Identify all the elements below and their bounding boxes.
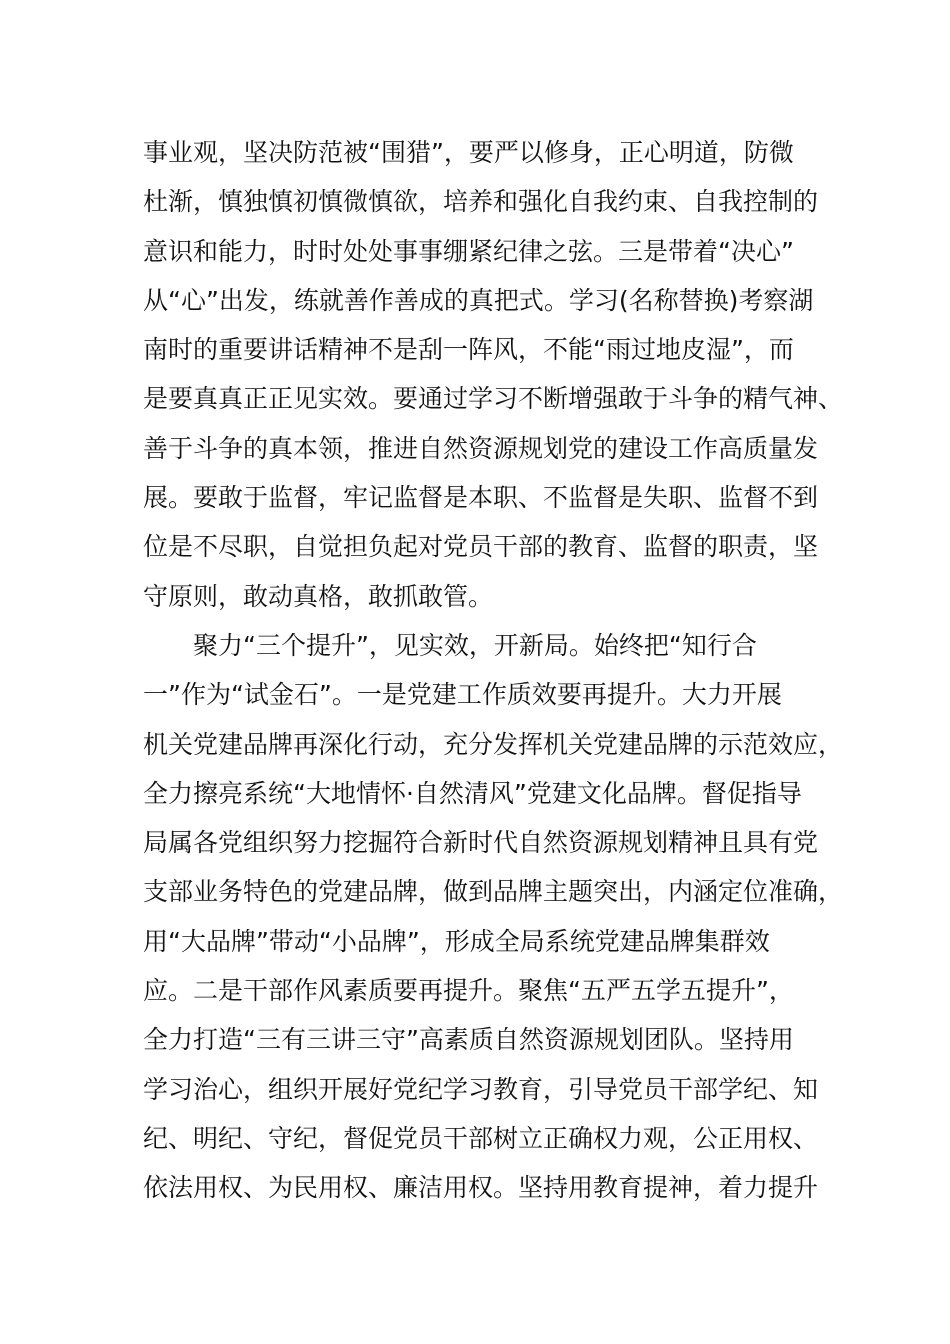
text-line: 学习治心，组织开展好党纪学习教育，引导党员干部学纪、知 bbox=[143, 1074, 819, 1104]
text-line: 局属各党组织努力挖掘符合新时代自然资源规划精神且具有党 bbox=[143, 828, 819, 858]
text-line: 从“心”出发，练就善作善成的真把式。学习(名称替换)考察湖 bbox=[143, 285, 814, 315]
text-line: 机关党建品牌再深化行动，充分发挥机关党建品牌的示范效应， bbox=[143, 729, 844, 759]
paragraph-first-line: 聚力“三个提升”，见实效，开新局。始终把“知行合 bbox=[193, 630, 757, 660]
text-line: 善于斗争的真本领，推进自然资源规划党的建设工作高质量发 bbox=[143, 433, 819, 463]
text-line: 一”作为“试金石”。一是党建工作质效要再提升。大力开展 bbox=[143, 680, 782, 710]
text-line: 南时的重要讲话精神不是刮一阵风，不能“雨过地皮湿”，而 bbox=[143, 335, 794, 365]
body-text bbox=[143, 128, 844, 1213]
text-line: 支部业务特色的党建品牌，做到品牌主题突出，内涵定位准确， bbox=[143, 877, 844, 907]
text-line: 位是不尽职，自觉担负起对党员干部的教育、监督的职责，坚 bbox=[143, 532, 819, 562]
text-line: 杜渐，慎独慎初慎微慎欲，培养和强化自我约束、自我控制的 bbox=[143, 187, 819, 217]
text-line: 是要真真正正见实效。要通过学习不断增强敢于斗争的精气神、 bbox=[143, 384, 844, 414]
text-line: 纪、明纪、守纪，督促党员干部树立正确权力观，公正用权、 bbox=[143, 1123, 819, 1153]
text-line: 意识和能力，时时处处事事绷紧纪律之弦。三是带着“决心” bbox=[143, 236, 794, 266]
text-line: 依法用权、为民用权、廉洁用权。坚持用教育提神，着力提升 bbox=[143, 1173, 819, 1203]
text-line: 守原则，敢动真格，敢抓敢管。 bbox=[143, 581, 494, 611]
text-line: 全力打造“三有三讲三守”高素质自然资源规划团队。坚持用 bbox=[143, 1025, 794, 1055]
text-line: 全力擦亮系统“大地情怀·自然清风”党建文化品牌。督促指导 bbox=[143, 778, 802, 808]
text-line: 应。二是干部作风素质要再提升。聚焦“五严五学五提升”， bbox=[143, 976, 794, 1006]
text-line: 用“大品牌”带动“小品牌”，形成全局系统党建品牌集群效 bbox=[143, 926, 770, 956]
text-line: 事业观，坚决防范被“围猎”，要严以修身，正心明道，防微 bbox=[143, 138, 794, 167]
text-line: 展。要敢于监督，牢记监督是本职、不监督是失职、监督不到 bbox=[143, 483, 819, 513]
